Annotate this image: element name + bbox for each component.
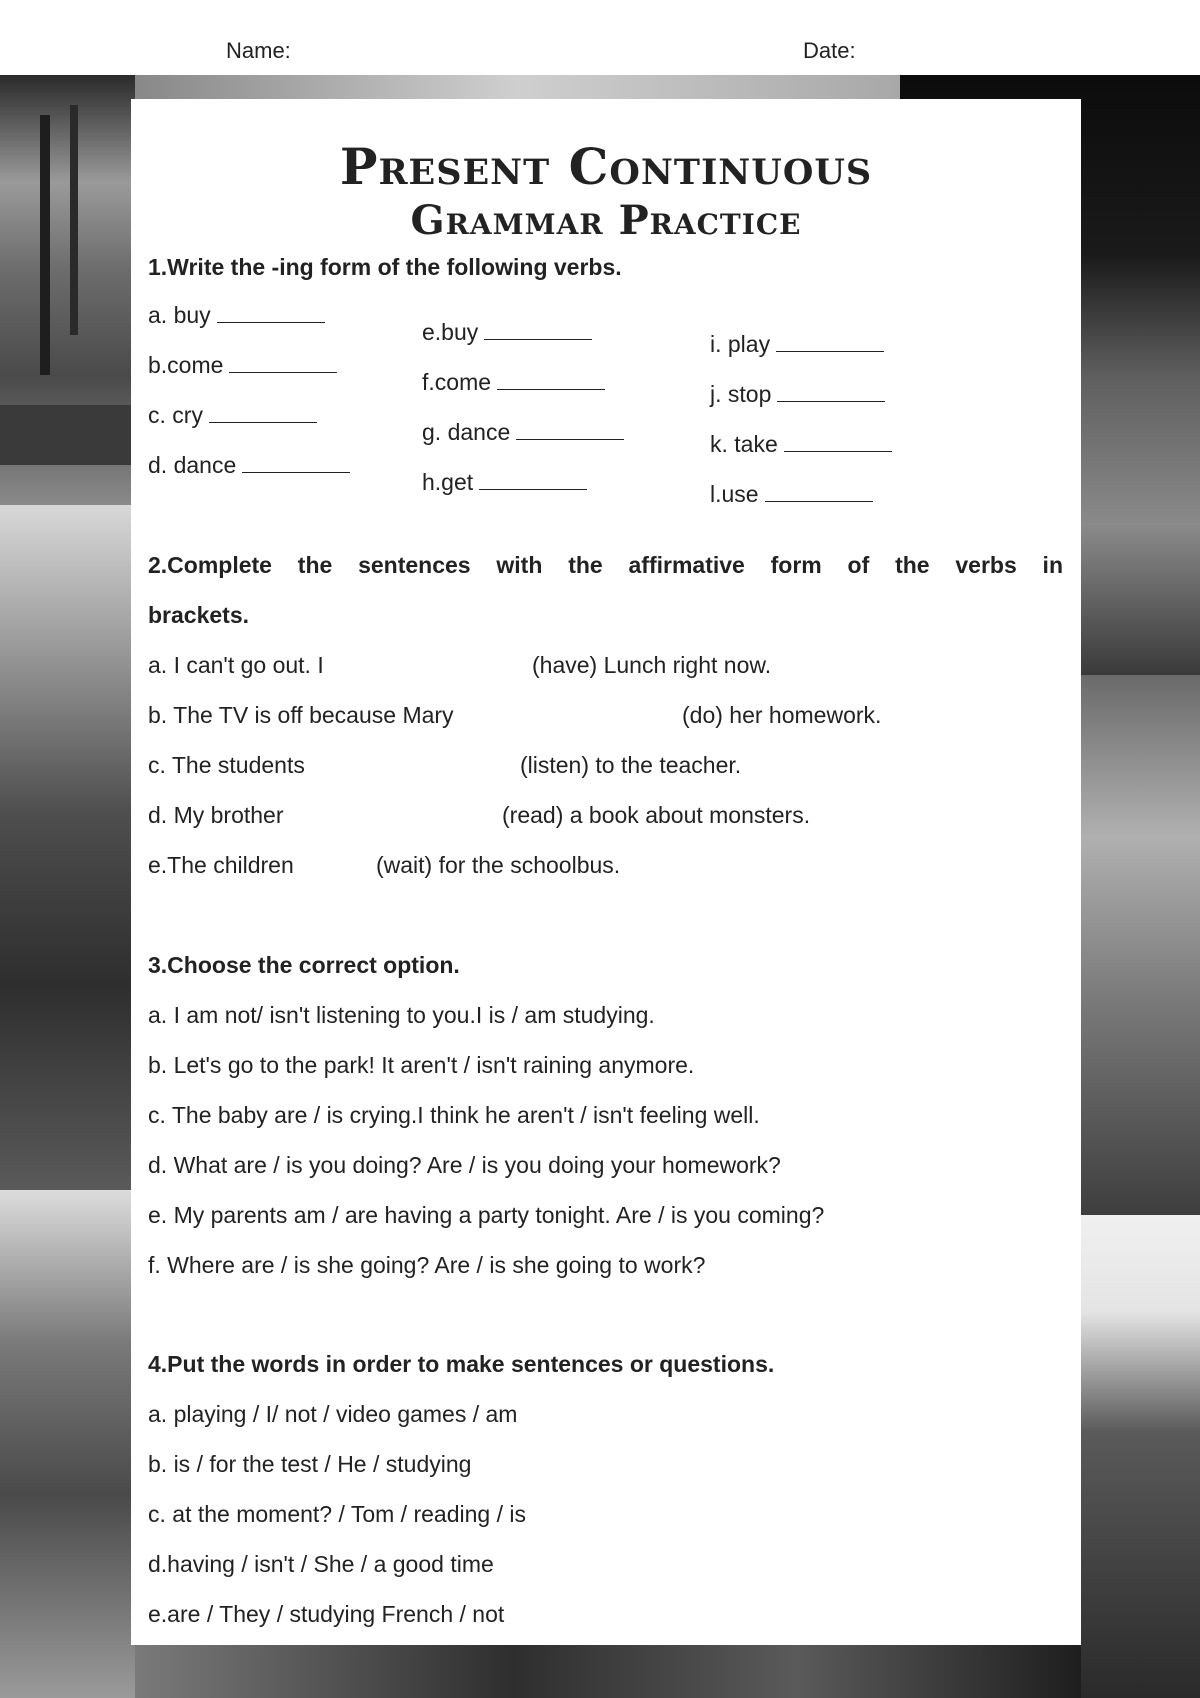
soldiers-photo <box>0 505 135 1190</box>
crowd-photo <box>1081 1215 1200 1698</box>
sentence-item-rest: (read) a book about monsters. <box>502 802 811 828</box>
verb-item: a. buy <box>148 302 325 329</box>
section1-heading: 1.Write the -ing form of the following verbs. <box>148 254 622 280</box>
sentence-item-rest: (wait) for the schoolbus. <box>376 852 621 878</box>
verb-item: d. dance <box>148 452 350 479</box>
order-item: a. playing / I/ not / video games / am <box>148 1401 518 1427</box>
verb-item: g. dance <box>422 419 624 446</box>
name-label: Name: <box>226 38 291 63</box>
worksheet <box>131 99 1081 1645</box>
title-line1: Present Continuous <box>339 137 873 196</box>
factory-photo <box>0 75 135 505</box>
answer-blank[interactable] <box>484 321 592 340</box>
sentence-item: e.The children <box>148 852 294 878</box>
verb-item: l.use <box>710 481 873 508</box>
verb-item: j. stop <box>710 381 885 408</box>
sky-photo-top <box>135 75 900 99</box>
section4-heading: 4.Put the words in order to make sentences or questions. <box>148 1351 775 1377</box>
verb-item: i. play <box>710 331 884 358</box>
sentence-item: c. The students <box>148 752 305 778</box>
verb-item: e.buy <box>422 319 592 346</box>
order-item: e.are / They / studying French / not <box>148 1601 505 1627</box>
answer-blank[interactable] <box>776 333 884 352</box>
verb-item: k. take <box>710 431 892 458</box>
answer-blank[interactable] <box>479 471 587 490</box>
sentence-item-rest: (do) her homework. <box>682 702 882 728</box>
order-item: b. is / for the test / He / studying <box>148 1451 472 1477</box>
order-item: d.having / isn't / She / a good time <box>148 1551 494 1577</box>
sentence-item: a. I can't go out. I <box>148 652 324 678</box>
crowd-photo-bottom <box>135 1645 1081 1698</box>
answer-blank[interactable] <box>242 454 350 473</box>
section2-heading: 2.Complete the sentences with the affirmative form of the verbs in <box>148 552 1063 578</box>
answer-blank[interactable] <box>777 383 885 402</box>
choice-item: c. The baby are / is crying.I think he aren't / isn't feeling well. <box>148 1102 760 1128</box>
date-label: Date: <box>803 38 856 63</box>
choice-item: d. What are / is you doing? Are / is you doing your homework? <box>148 1152 781 1178</box>
choice-item: a. I am not/ isn't listening to you.I is / am studying. <box>148 1002 655 1028</box>
title-line2: Grammar Practice <box>410 197 802 244</box>
order-item: c. at the moment? / Tom / reading / is <box>148 1501 526 1527</box>
answer-blank[interactable] <box>497 371 605 390</box>
sentence-item-rest: (have) Lunch right now. <box>532 652 772 678</box>
battle-painting-photo <box>1081 675 1200 1215</box>
choice-item: e. My parents am / are having a party tonight. Are / is you coming? <box>148 1202 825 1228</box>
verb-item: f.come <box>422 369 605 396</box>
verb-item: b.come <box>148 352 337 379</box>
section2-heading-cont: brackets. <box>148 602 250 628</box>
answer-blank[interactable] <box>784 433 892 452</box>
choice-item: b. Let's go to the park! It aren't / isn't raining anymore. <box>148 1052 695 1078</box>
section3-heading: 3.Choose the correct option. <box>148 952 460 978</box>
answer-blank[interactable] <box>217 304 325 323</box>
trench-photo <box>0 1190 135 1698</box>
verb-item: c. cry <box>148 402 317 429</box>
sentence-item-rest: (listen) to the teacher. <box>520 752 742 778</box>
sentence-item: b. The TV is off because Mary <box>148 702 454 728</box>
verb-item: h.get <box>422 469 587 496</box>
choice-item: f. Where are / is she going? Are / is she going to work? <box>148 1252 706 1278</box>
sentence-item: d. My brother <box>148 802 284 828</box>
answer-blank[interactable] <box>229 354 337 373</box>
answer-blank[interactable] <box>765 483 873 502</box>
answer-blank[interactable] <box>516 421 624 440</box>
answer-blank[interactable] <box>209 404 317 423</box>
